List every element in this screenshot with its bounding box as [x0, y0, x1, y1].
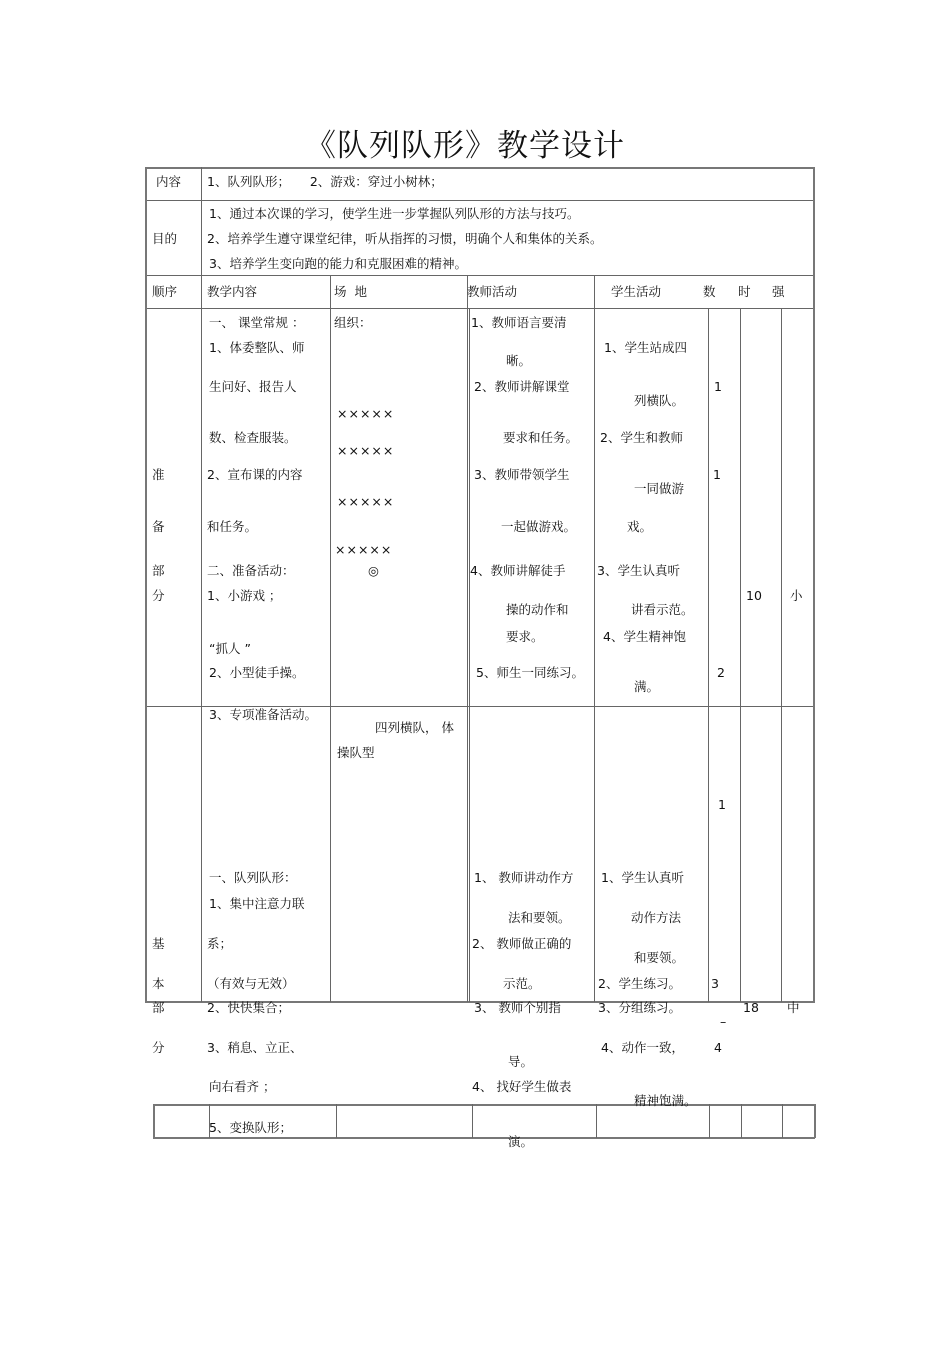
basic-count: 3 [711, 976, 719, 991]
basic-content-line: 向右看齐 ； [209, 1079, 276, 1094]
basic-count: – [720, 1014, 727, 1029]
basic-student-line: 动作方法 [631, 910, 682, 925]
prep-content-line: 1、体委整队、师 [209, 340, 305, 355]
site-formation-note: 四列横队， 体 [375, 720, 454, 735]
basic-content-line: 1、集中注意力联 [209, 896, 305, 911]
prep-teacher-line: 要求和任务。 [503, 430, 579, 445]
formation-row: ××××× [337, 443, 395, 458]
basic-content-line: 5、变换队形； [209, 1120, 292, 1135]
prep-content-line: 和任务。 [207, 519, 258, 534]
basic-teacher-line: 法和要领。 [508, 910, 571, 925]
header-content: 教学内容 [207, 284, 258, 299]
prep-content-line: 一、 课堂常规 ： [209, 315, 305, 330]
basic-student-line: 和要领。 [634, 950, 685, 965]
basic-student-line: 1、学生认真听 [601, 870, 684, 885]
prep-time: 10 [746, 588, 762, 603]
prep-content-line: 2、宣布课的内容 [207, 467, 303, 482]
prep-teacher-line: 要求。 [506, 629, 544, 644]
basic-teacher-line: 3、 教师个别指 [474, 1000, 561, 1015]
prep-student-line: 1、学生站成四 [604, 340, 687, 355]
header-count: 数 [703, 284, 716, 299]
basic-teacher-line: 演。 [508, 1134, 534, 1149]
basic-strength: 中 [787, 1000, 800, 1015]
basic-content-line: 系； [207, 936, 233, 951]
prep-content-line: 2、小型徒手操。 [209, 665, 305, 680]
header-strength: 强 [772, 284, 785, 299]
basic-count: 4 [714, 1040, 722, 1055]
basic-content-line: 3、稍息、立正、 [207, 1040, 303, 1055]
goal-line: 1、通过本次课的学习，使学生进一步掌握队列队形的方法与技巧。 [209, 206, 580, 221]
basic-section-char: 本 [152, 976, 165, 991]
prep-count: 2 [717, 665, 725, 680]
prep-section-char: 部 [152, 563, 165, 578]
formation-row: ××××× [337, 406, 395, 421]
teacher-position-symbol: ◎ [368, 563, 379, 578]
header-site: 场 地 [334, 284, 367, 299]
basic-student-line: 精神饱满。 [634, 1093, 697, 1108]
prep-student-line: 列横队。 [634, 393, 685, 408]
basic-content-line: 一、队列队形： [209, 870, 297, 885]
prep-teacher-line: 1、教师语言要清 [471, 315, 567, 330]
header-order: 顺序 [152, 284, 178, 299]
basic-content-line: （有效与无效） [207, 976, 295, 991]
goal-line: 3、培养学生变向跑的能力和克服困难的精神。 [209, 256, 467, 271]
prep-teacher-line: 3、教师带领学生 [474, 467, 570, 482]
prep-teacher-line: 操的动作和 [506, 602, 569, 617]
basic-student-line: 4、动作一致， [601, 1040, 684, 1055]
prep-section-char: 备 [152, 519, 165, 534]
basic-teacher-line: 1、 教师讲动作方 [474, 870, 574, 885]
basic-teacher-line: 示范。 [503, 976, 541, 991]
formation-row: ××××× [337, 494, 395, 509]
prep-teacher-line: 一起做游戏。 [501, 519, 577, 534]
basic-student-line: 3、分组练习。 [598, 1000, 681, 1015]
basic-section-char: 分 [152, 1040, 165, 1055]
prep-student-line: 2、学生和教师 [600, 430, 683, 445]
header-teacher: 教师活动 [467, 284, 518, 299]
prep-content-line: 生问好、报告人 [209, 379, 297, 394]
prep-student-line: 戏。 [627, 519, 653, 534]
header-student: 学生活动 [611, 284, 662, 299]
basic-teacher-line: 导。 [508, 1054, 534, 1069]
basic-teacher-line: 2、 教师做正确的 [472, 936, 572, 951]
prep-content-line: “抓人 ” [209, 641, 251, 656]
goal-row-label: 目的 [152, 231, 178, 246]
prep-teacher-line: 4、教师讲解徒手 [470, 563, 566, 578]
prep-strength: 小 [790, 588, 803, 603]
prep-student-line: 3、学生认真听 [597, 563, 680, 578]
prep-count: 1 [714, 379, 722, 394]
basic-teacher-line: 4、 找好学生做表 [472, 1079, 572, 1094]
site-organization-label: 组织： [334, 315, 372, 330]
prep-content-line: 1、小游戏 ； [207, 588, 282, 603]
prep-teacher-line: 2、教师讲解课堂 [474, 379, 570, 394]
basic-section-char: 部 [152, 1000, 165, 1015]
prep-student-line: 讲看示范。 [631, 602, 694, 617]
basic-time: 18 [743, 1000, 759, 1015]
content-row-text: 1、队列队形； 2、游戏：穿过小树林； [207, 174, 443, 189]
formation-row: ××××× [335, 542, 393, 557]
prep-student-line: 满。 [634, 679, 660, 694]
content-row-label: 内容 [156, 174, 182, 189]
basic-content-line: 2、快快集合； [207, 1000, 290, 1015]
prep-content-line: 数、检查服装。 [209, 430, 297, 445]
prep-section-char: 分 [152, 588, 165, 603]
prep-student-line: 一同做游 [634, 481, 685, 496]
document-title: 《队列队形》教学设计 [305, 128, 625, 164]
goal-line: 2、培养学生遵守课堂纪律，听从指挥的习惯，明确个人和集体的关系。 [207, 231, 603, 246]
header-time: 时 [738, 284, 751, 299]
prep-content-line: 二、准备活动： [207, 563, 295, 578]
prep-content-line: 3、专项准备活动。 [209, 707, 317, 722]
prep-count: 1 [713, 467, 721, 482]
basic-student-line: 2、学生练习。 [598, 976, 681, 991]
prep-teacher-line: 5、师生一同练习。 [476, 665, 584, 680]
site-formation-note: 操队型 [337, 745, 375, 760]
prep-student-line: 4、学生精神饱 [603, 629, 686, 644]
prep-teacher-line: 晰。 [506, 353, 532, 368]
prep-section-char: 准 [152, 467, 165, 482]
prep-count: 1 [718, 797, 726, 812]
basic-section-char: 基 [152, 936, 165, 951]
